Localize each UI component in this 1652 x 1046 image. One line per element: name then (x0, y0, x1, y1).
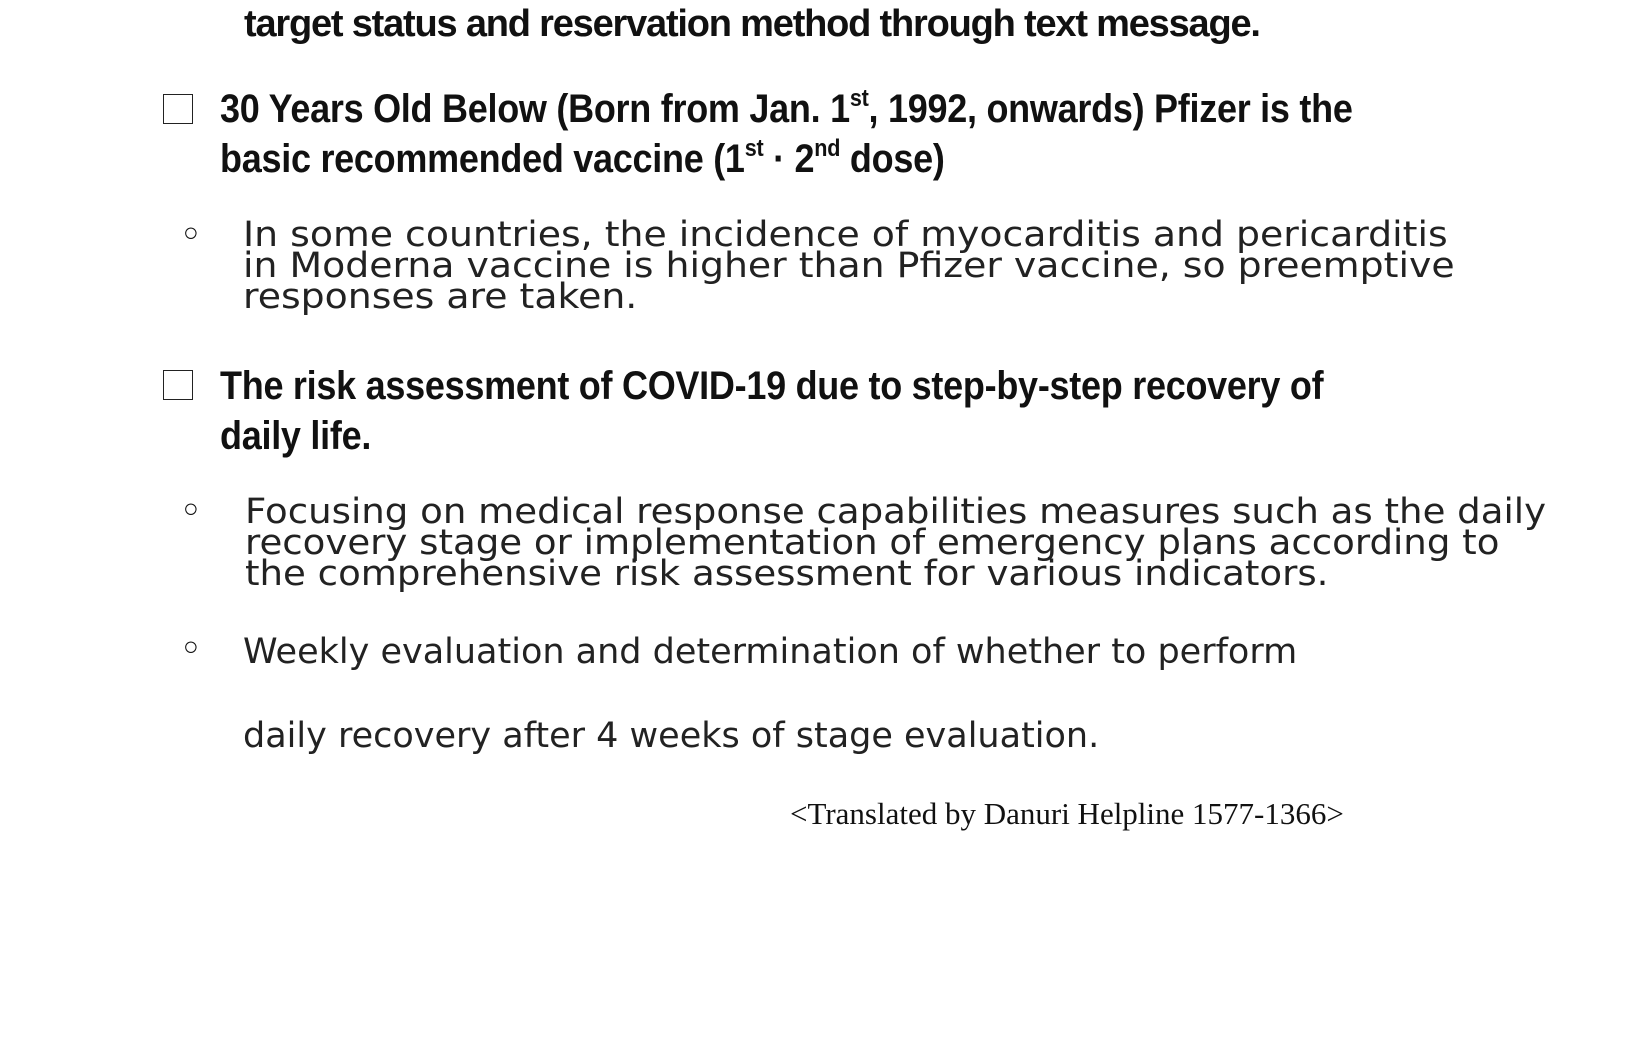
bullet-text-moderna: In some countries, the incidence of myocarditis and pericarditis in Moderna vaccine is higher than Pfizer vaccine, so preemptive responses are taken. (243, 215, 1455, 317)
bullet-icon: ○ (183, 217, 199, 247)
checkbox-icon (163, 370, 193, 400)
heading-line: basic recommended vaccine (1st · 2nd dose) (220, 135, 945, 181)
checkbox-icon (163, 94, 193, 124)
translation-credit: <Translated by Danuri Helpline 1577-1366> (790, 796, 1344, 831)
continuation-text: target status and reservation method through text message. (244, 3, 1260, 45)
bullet-icon: ○ (183, 631, 199, 661)
section-heading-risk-assessment: The risk assessment of COVID-19 due to step-by-step recovery of daily life. (220, 364, 1324, 458)
bullet-text-weekly-evaluation: Weekly evaluation and determination of whether to perform daily recovery after 4 weeks of stage evaluation. (243, 632, 1298, 756)
section-heading-vaccine (220, 84, 1353, 184)
bullet-icon: ○ (183, 493, 199, 523)
bullet-text-medical-response: Focusing on medical response capabilities measures such as the daily recovery stage or implementation of emergency plans according to the comprehensive risk assessment for various indicators. (245, 492, 1547, 594)
heading-line: 30 Years Old Below (Born from Jan. 1st, 1992, onwards) Pfizer is the (220, 85, 1353, 131)
